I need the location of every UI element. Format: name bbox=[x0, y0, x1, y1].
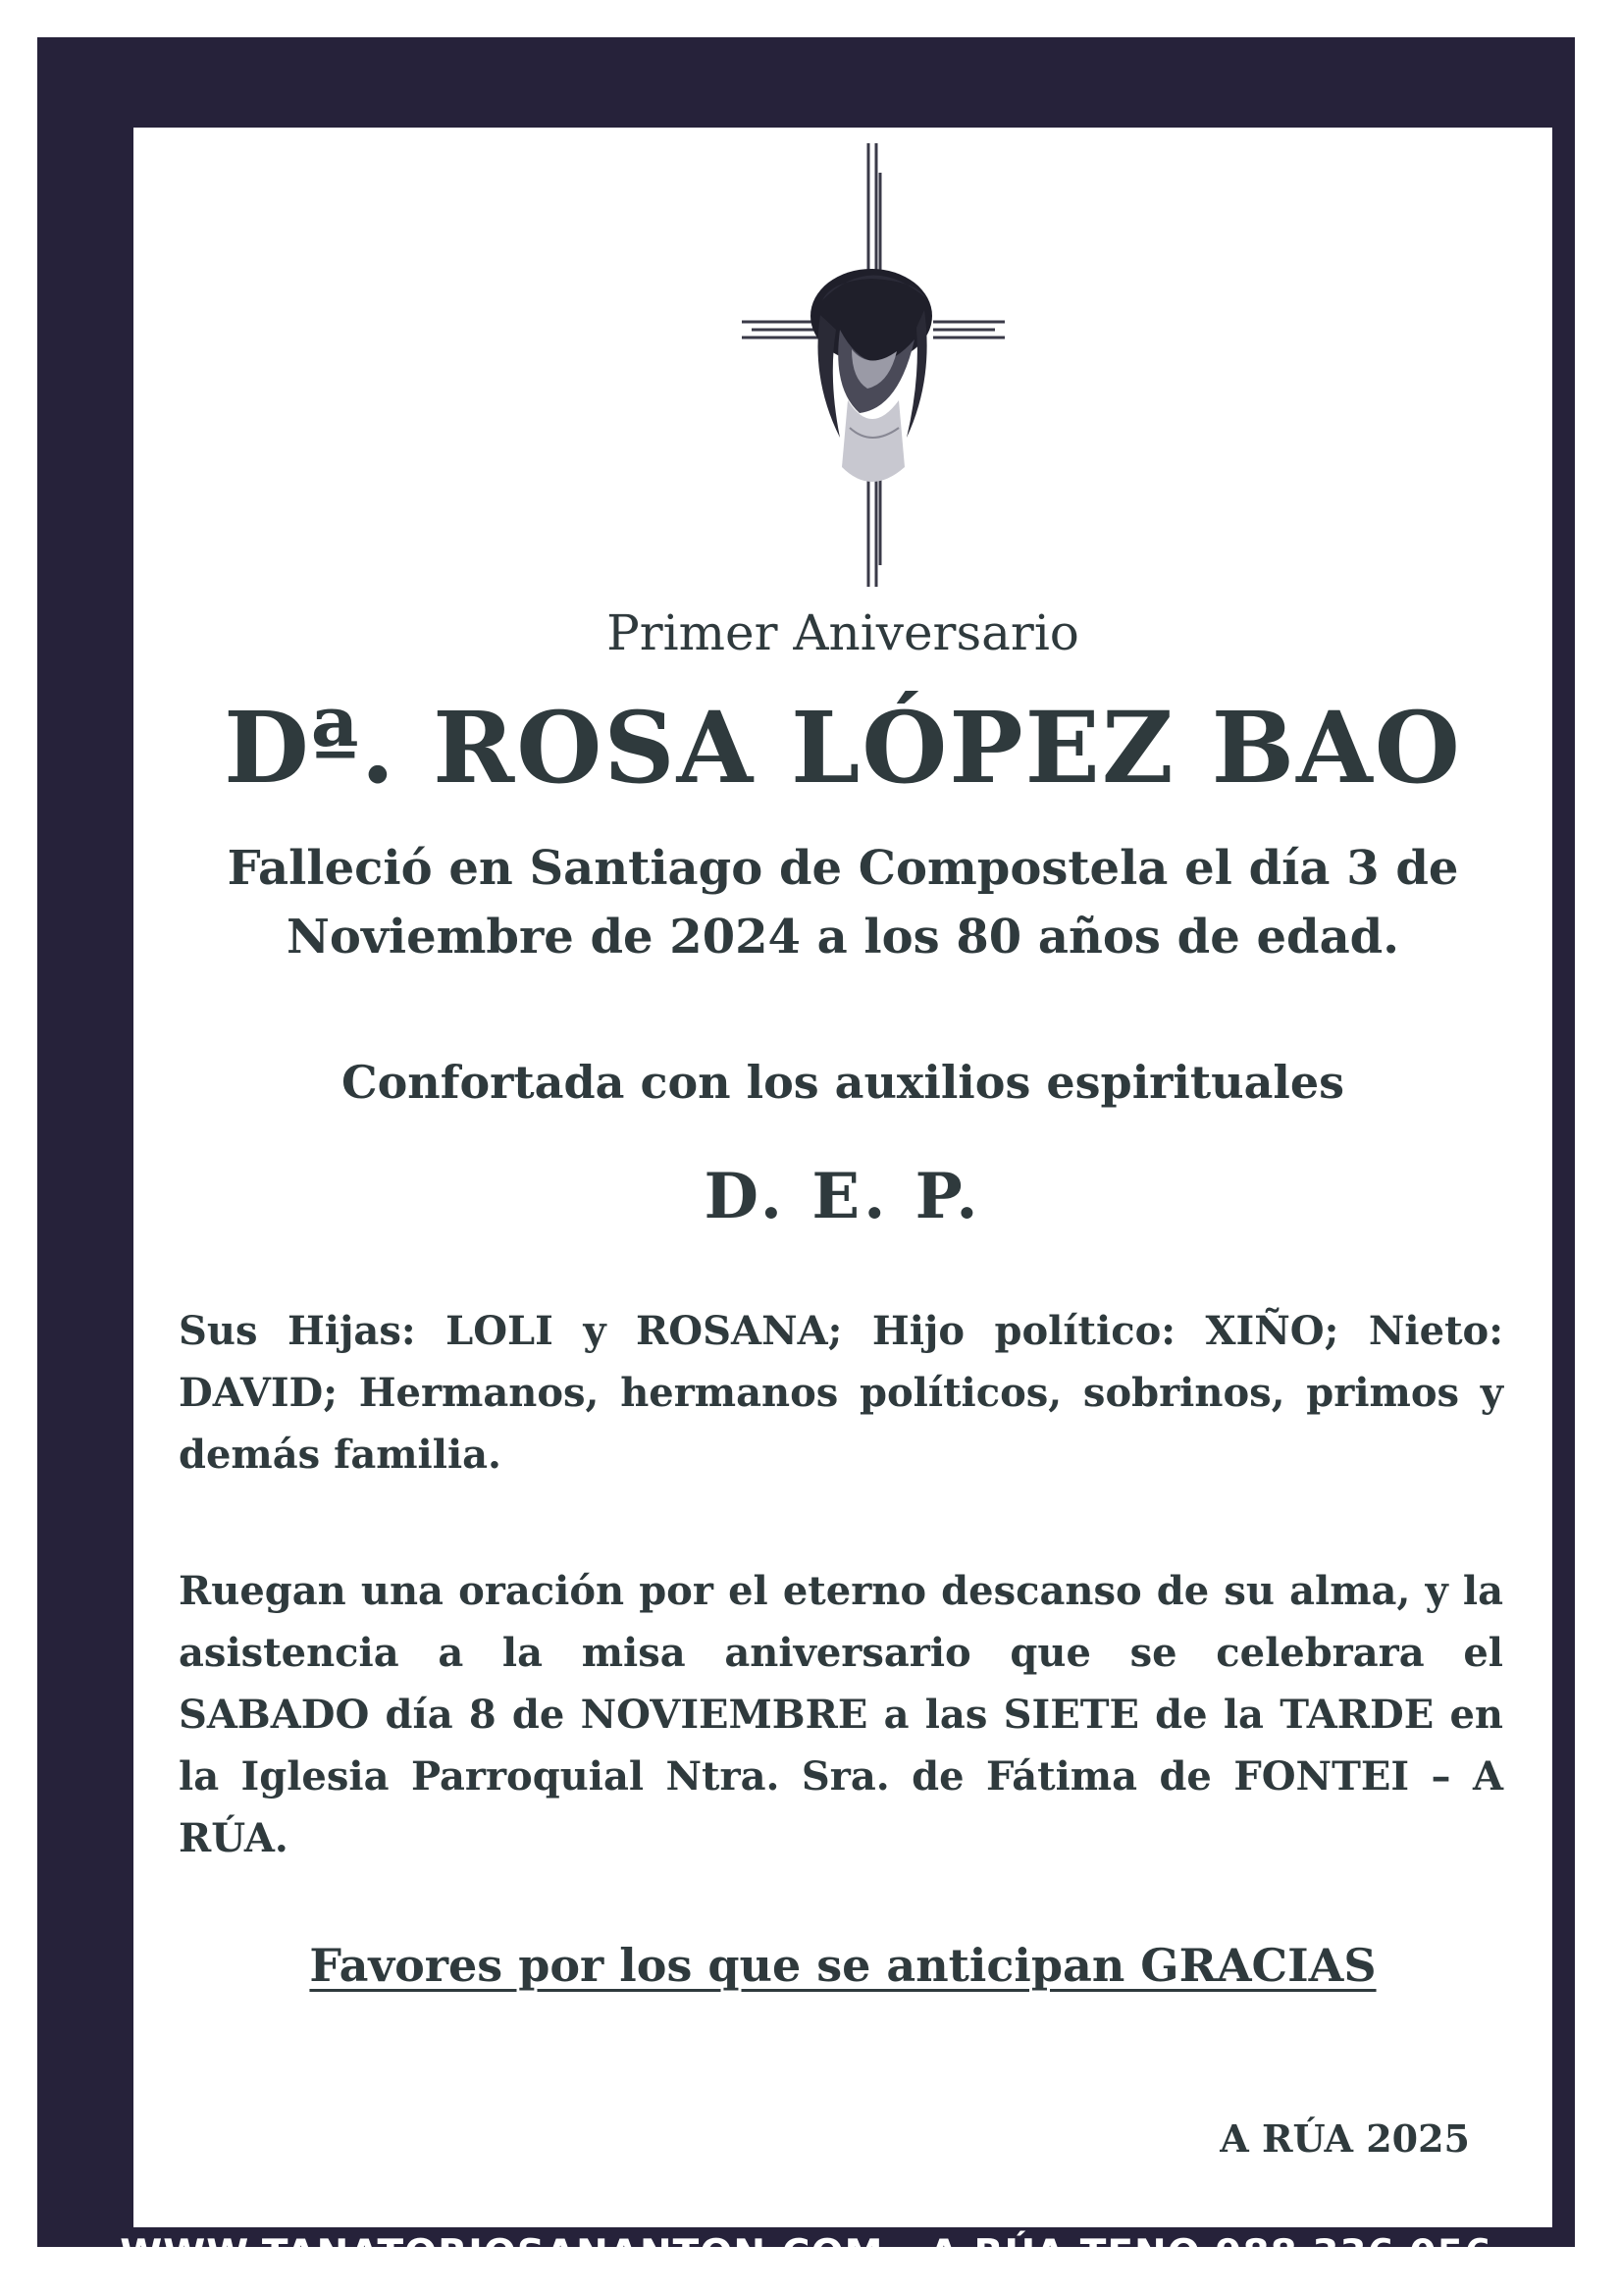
notice-card bbox=[133, 128, 1552, 2227]
thanks-text: Favores por los que se anticipan GRACIAS bbox=[309, 1939, 1377, 1992]
black-border-frame bbox=[37, 37, 1575, 2276]
deceased-name: Dª. ROSA LÓPEZ BAO bbox=[224, 690, 1462, 806]
crucifix-icon bbox=[742, 143, 1007, 587]
death-info-line-2: Noviembre de 2024 a los 80 años de edad. bbox=[287, 910, 1399, 965]
mass-request-paragraph: Ruegan una oración por el eterno descanso de su alma, y la asistencia a la misa aniversario que se celebrara el SABADO día 8 de NOVIEMBRE a las SIETE de la TARDE en la Iglesia Parroquial Ntra. Sra. de Fátima de FONTEI – A RÚA. bbox=[179, 1568, 1503, 1861]
place-year: A RÚA 2025 bbox=[1220, 2116, 1470, 2161]
family-paragraph: Sus Hijas: LOLI y ROSANA; Hijo político: XIÑO; Nieto: DAVID; Hermanos, hermanos políticos, sobrinos, primos y demás familia. bbox=[179, 1308, 1503, 1478]
death-info-line-1: Falleció en Santiago de Compostela el día 3 de bbox=[227, 841, 1459, 896]
thanks-line bbox=[133, 1931, 1552, 2000]
dep-line: D. E. P. bbox=[704, 1160, 982, 1233]
subtitle: Primer Aniversario bbox=[606, 604, 1079, 661]
comfort-line: Confortada con los auxilios espirituales bbox=[340, 1056, 1345, 1109]
footer-contact: WWW.TANATORIOSANANTON.COM - A RÚA TFNO 988 336 056 bbox=[120, 2232, 1492, 2276]
